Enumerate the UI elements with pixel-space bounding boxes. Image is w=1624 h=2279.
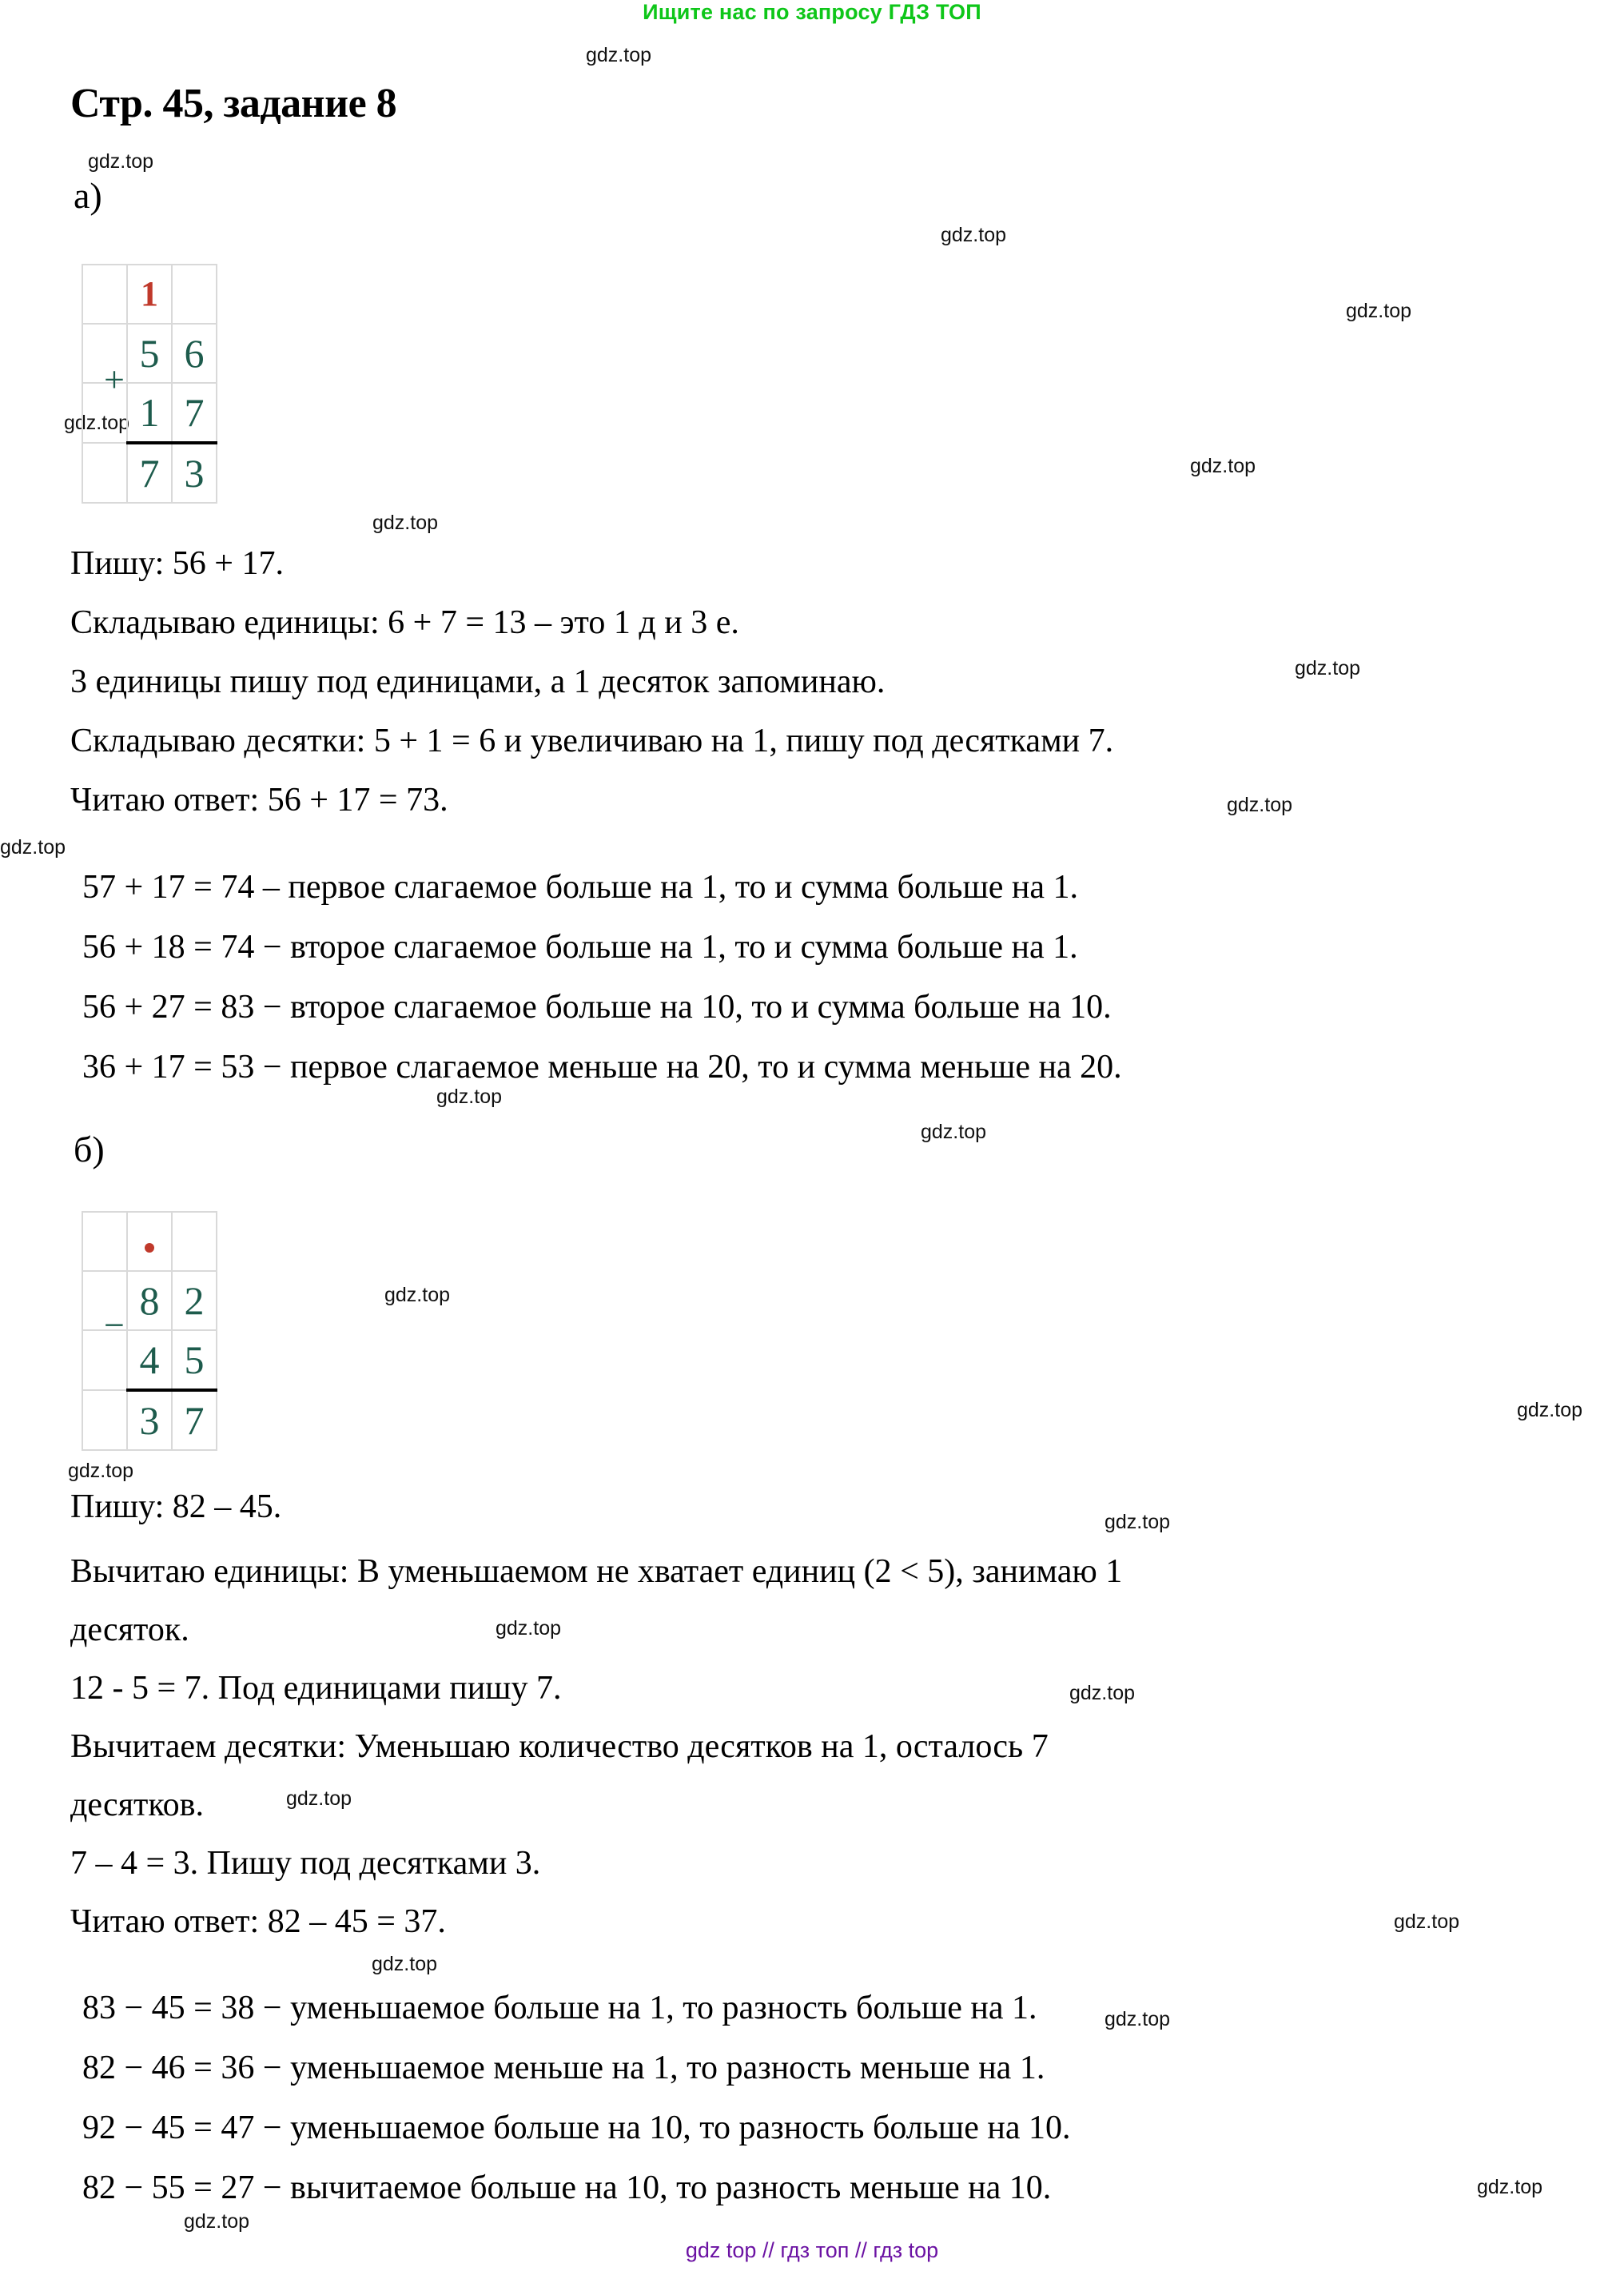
- subtraction-column-grid: [82, 1211, 217, 1451]
- difference-tens: 3: [127, 1390, 172, 1450]
- relation-line: 82 − 46 = 36 − уменьшаемое меньше на 1, то разность меньше на 1.: [82, 2050, 1045, 2086]
- addend2-units: 7: [172, 383, 217, 443]
- minuend-tens: 8: [127, 1271, 172, 1330]
- borrow-dot-cell: [127, 1212, 172, 1271]
- borrow-cell-units: [172, 1212, 217, 1271]
- addend-two-row: [82, 383, 217, 443]
- relation-line: 56 + 18 = 74 − второе слагаемое больше на 1, то и сумма больше на 1.: [82, 929, 1078, 966]
- step-line: Читаю ответ: 82 – 45 = 37.: [70, 1903, 446, 1940]
- part-b-label: б): [74, 1129, 105, 1169]
- sum-tens: 7: [127, 443, 172, 503]
- part-a-label: а): [74, 175, 102, 216]
- relation-line: 57 + 17 = 74 – первое слагаемое больше на 1, то и сумма больше на 1.: [82, 869, 1079, 906]
- watermark: gdz.top: [88, 150, 154, 173]
- difference-units: 7: [172, 1390, 217, 1450]
- step-line: Читаю ответ: 56 + 17 = 73.: [70, 782, 448, 819]
- watermark: gdz.top: [1190, 455, 1256, 477]
- watermark: gdz.top: [384, 1284, 451, 1306]
- promo-banner: Ищите нас по запросу ГДЗ ТОП: [643, 0, 981, 24]
- watermark: gdz.top: [496, 1617, 562, 1640]
- subtrahend-units: 5: [172, 1330, 217, 1390]
- watermark: gdz.top: [1295, 657, 1361, 679]
- difference-blank-cell: [82, 1390, 127, 1450]
- borrow-dot-icon: [145, 1243, 154, 1253]
- watermark: gdz.top: [586, 44, 652, 66]
- step-line: Складываю десятки: 5 + 1 = 6 и увеличиваю на 1, пишу под десятками 7.: [70, 723, 1114, 759]
- subtrahend-tens: 4: [127, 1330, 172, 1390]
- watermark: gdz.top: [1477, 2176, 1543, 2198]
- carry-row: [82, 265, 217, 324]
- relation-line: 92 − 45 = 47 − уменьшаемое больше на 10, то разность больше на 10.: [82, 2110, 1071, 2146]
- sum-units: 3: [172, 443, 217, 503]
- addend1-units: 6: [172, 324, 217, 383]
- borrow-cell-empty: [82, 1212, 127, 1271]
- relation-line: 56 + 27 = 83 − второе слагаемое больше на 10, то и сумма больше на 10.: [82, 989, 1112, 1026]
- page-title: Стр. 45, задание 8: [70, 81, 397, 126]
- addition-column-grid: [82, 264, 217, 504]
- watermark: gdz.top: [1517, 1399, 1583, 1421]
- watermark: gdz.top: [1105, 2008, 1171, 2030]
- minuend-units: 2: [172, 1271, 217, 1330]
- step-line: десятков.: [70, 1787, 204, 1823]
- addend-one-row: [82, 324, 217, 383]
- addend1-tens: 5: [127, 324, 172, 383]
- relation-line: 82 − 55 = 27 − вычитаемое больше на 10, то разность меньше на 10.: [82, 2169, 1052, 2206]
- watermark: gdz.top: [1227, 794, 1293, 816]
- difference-row: [82, 1390, 217, 1450]
- carry-cell-units: [172, 265, 217, 324]
- minuend-row: [82, 1271, 217, 1330]
- step-line: 7 – 4 = 3. Пишу под десятками 3.: [70, 1845, 541, 1882]
- watermark: gdz.top: [64, 412, 130, 434]
- footer-links: gdz top // гдз топ // гдз top: [685, 2238, 939, 2262]
- watermark: gdz.top: [1394, 1910, 1460, 1933]
- sum-row: [82, 443, 217, 503]
- carry-cell-tens: 1: [127, 265, 172, 324]
- watermark: gdz.top: [1105, 1511, 1171, 1533]
- watermark: gdz.top: [372, 1953, 438, 1975]
- watermark: gdz.top: [286, 1787, 352, 1810]
- watermark: gdz.top: [184, 2210, 250, 2233]
- step-line: Вычитаю единицы: В уменьшаемом не хватает единиц (2 < 5), занимаю 1: [70, 1553, 1123, 1590]
- minus-icon: −: [104, 1305, 125, 1345]
- watermark: gdz.top: [436, 1086, 503, 1108]
- watermark: gdz.top: [921, 1121, 987, 1143]
- watermark: gdz.top: [68, 1460, 134, 1482]
- step-line: десяток.: [70, 1612, 189, 1648]
- step-line: Пишу: 56 + 17.: [70, 545, 284, 582]
- plus-icon: +: [104, 359, 125, 400]
- plus-operator-cell: [82, 359, 127, 443]
- addend2-tens: 1: [127, 383, 172, 443]
- step-line: 12 - 5 = 7. Под единицами пишу 7.: [70, 1670, 562, 1707]
- step-line: 3 единицы пишу под единицами, а 1 десяток запоминаю.: [70, 663, 886, 700]
- watermark: gdz.top: [0, 836, 66, 859]
- watermark: gdz.top: [1346, 300, 1412, 322]
- subtrahend-row: [82, 1330, 217, 1390]
- step-line: Вычитаем десятки: Уменьшаю количество десятков на 1, осталось 7: [70, 1728, 1049, 1765]
- step-line: Пишу: 82 – 45.: [70, 1488, 282, 1525]
- borrow-row: [82, 1212, 217, 1271]
- relation-line: 36 + 17 = 53 − первое слагаемое меньше на 20, то и сумма меньше на 20.: [82, 1049, 1122, 1086]
- step-line: Складываю единицы: 6 + 7 = 13 – это 1 д и 3 е.: [70, 604, 739, 641]
- watermark: gdz.top: [372, 512, 439, 534]
- minus-operator-cell: [82, 1305, 127, 1390]
- carry-cell-empty: [82, 265, 127, 324]
- sum-blank-cell: [82, 443, 127, 503]
- watermark: gdz.top: [941, 224, 1007, 246]
- relation-line: 83 − 45 = 38 − уменьшаемое больше на 1, то разность больше на 1.: [82, 1990, 1037, 2026]
- watermark: gdz.top: [1069, 1682, 1136, 1704]
